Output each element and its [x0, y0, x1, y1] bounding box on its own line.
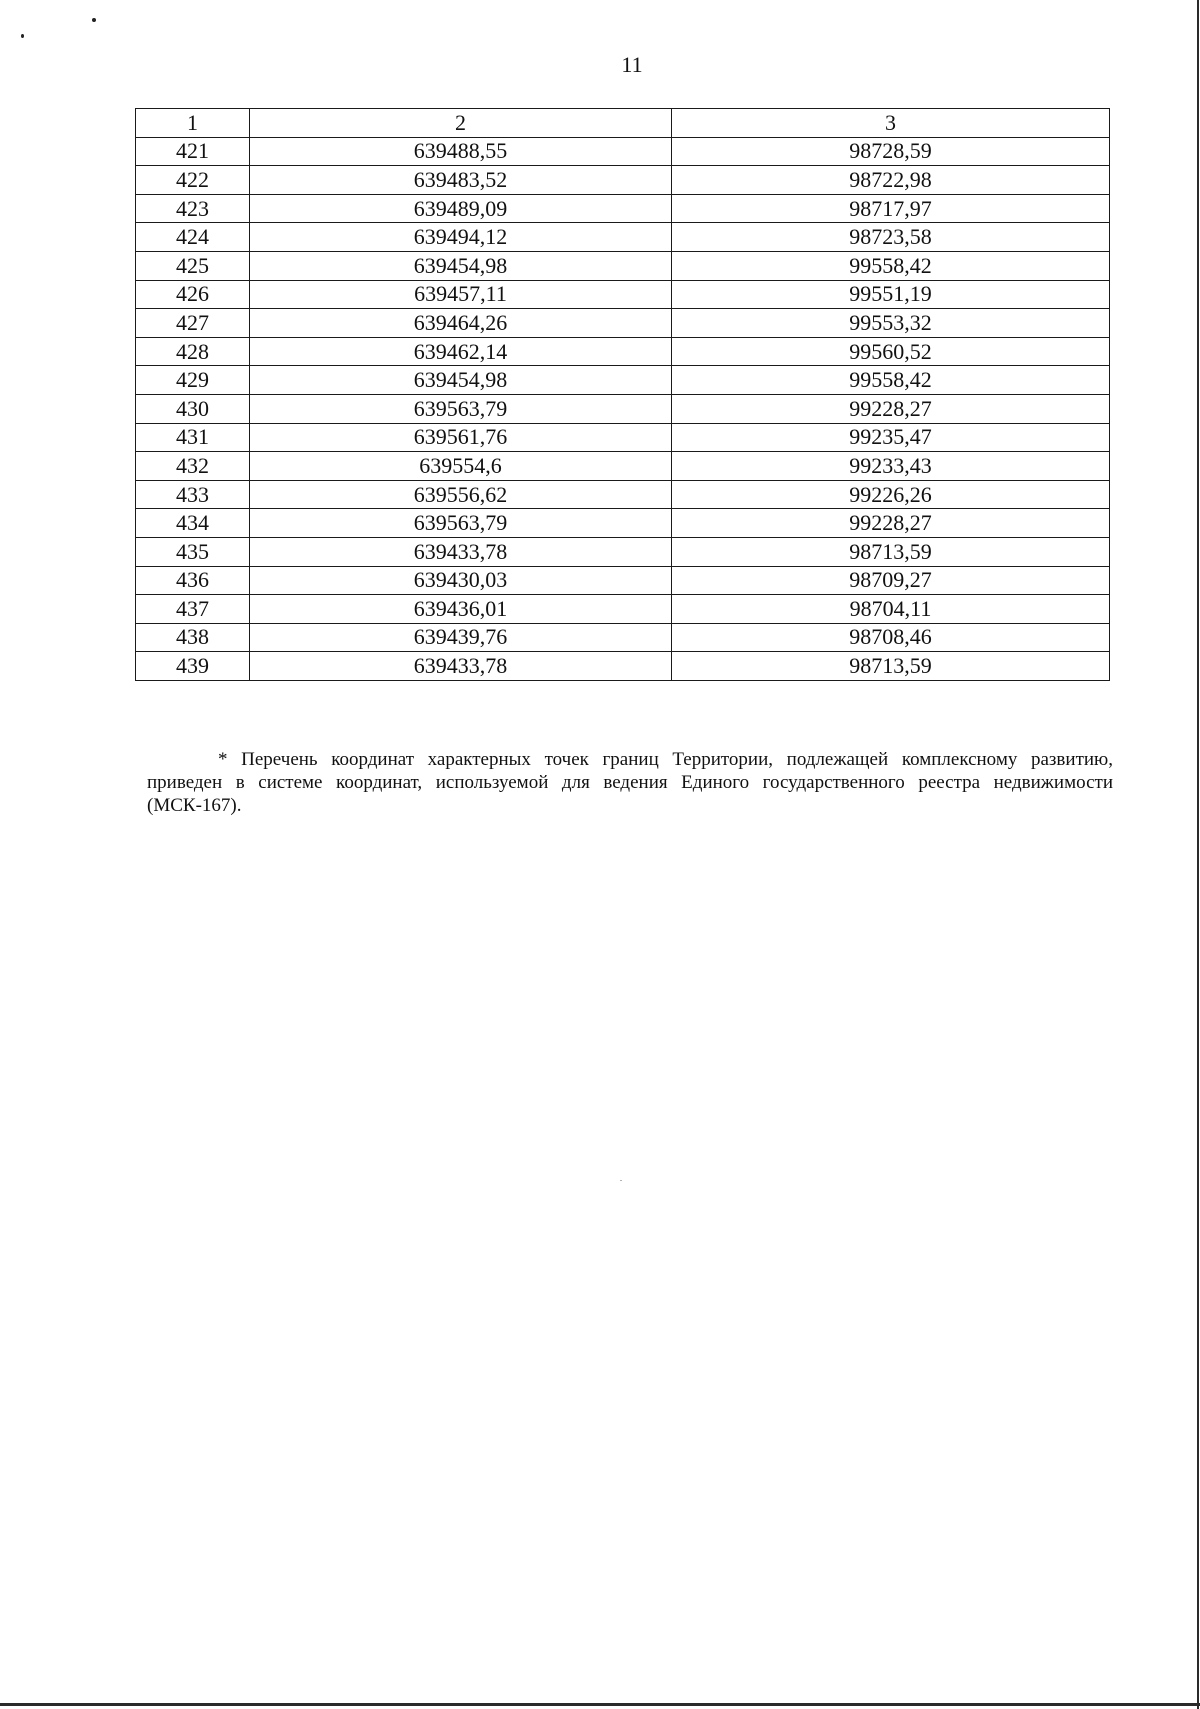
y-coordinate-cell: 99558,42	[672, 366, 1110, 395]
footnote	[147, 748, 1113, 817]
x-coordinate-cell: 639483,52	[250, 166, 672, 195]
point-number-cell: 432	[136, 452, 250, 481]
scan-speck	[620, 1180, 622, 1181]
x-coordinate-cell: 639494,12	[250, 223, 672, 252]
x-coordinate-cell: 639454,98	[250, 366, 672, 395]
x-coordinate-cell: 639436,01	[250, 595, 672, 624]
x-coordinate-cell: 639563,79	[250, 509, 672, 538]
y-coordinate-cell: 99228,27	[672, 394, 1110, 423]
y-coordinate-cell: 99558,42	[672, 251, 1110, 280]
table-row	[136, 623, 1110, 652]
x-coordinate-cell: 639488,55	[250, 137, 672, 166]
table-row	[136, 194, 1110, 223]
point-number-cell: 421	[136, 137, 250, 166]
footnote-line-2: приведен в системе координат, используемой для ведения Единого государственного реестра недвижимости (МСК-167).	[147, 772, 1113, 816]
scan-edge-right	[1197, 0, 1199, 1709]
y-coordinate-cell: 98713,59	[672, 537, 1110, 566]
x-coordinate-cell: 639464,26	[250, 309, 672, 338]
x-coordinate-cell: 639439,76	[250, 623, 672, 652]
scan-speck	[92, 18, 96, 22]
table-row	[136, 452, 1110, 481]
point-number-cell: 437	[136, 595, 250, 624]
y-coordinate-cell: 99235,47	[672, 423, 1110, 452]
point-number-cell: 434	[136, 509, 250, 538]
point-number-cell: 427	[136, 309, 250, 338]
point-number-cell: 429	[136, 366, 250, 395]
table-row	[136, 537, 1110, 566]
point-number-cell: 431	[136, 423, 250, 452]
x-coordinate-cell: 639489,09	[250, 194, 672, 223]
table-row	[136, 337, 1110, 366]
scan-edge-bottom	[0, 1703, 1200, 1706]
table-row	[136, 309, 1110, 338]
point-number-cell: 435	[136, 537, 250, 566]
x-coordinate-cell: 639454,98	[250, 251, 672, 280]
y-coordinate-cell: 98722,98	[672, 166, 1110, 195]
table-row	[136, 394, 1110, 423]
point-number-cell: 425	[136, 251, 250, 280]
column-header: 1	[136, 109, 250, 138]
table-row	[136, 366, 1110, 395]
x-coordinate-cell: 639457,11	[250, 280, 672, 309]
y-coordinate-cell: 98713,59	[672, 652, 1110, 681]
coordinates-table	[135, 108, 1110, 681]
x-coordinate-cell: 639561,76	[250, 423, 672, 452]
point-number-cell: 428	[136, 337, 250, 366]
y-coordinate-cell: 99553,32	[672, 309, 1110, 338]
table-row	[136, 137, 1110, 166]
column-header: 3	[672, 109, 1110, 138]
x-coordinate-cell: 639554,6	[250, 452, 672, 481]
y-coordinate-cell: 98723,58	[672, 223, 1110, 252]
x-coordinate-cell: 639433,78	[250, 537, 672, 566]
point-number-cell: 436	[136, 566, 250, 595]
y-coordinate-cell: 98704,11	[672, 595, 1110, 624]
x-coordinate-cell: 639430,03	[250, 566, 672, 595]
table-row	[136, 166, 1110, 195]
y-coordinate-cell: 98708,46	[672, 623, 1110, 652]
page-number: 11	[621, 52, 643, 77]
y-coordinate-cell: 99226,26	[672, 480, 1110, 509]
scan-speck	[21, 34, 24, 38]
y-coordinate-cell: 99560,52	[672, 337, 1110, 366]
table-row	[136, 223, 1110, 252]
x-coordinate-cell: 639433,78	[250, 652, 672, 681]
point-number-cell: 426	[136, 280, 250, 309]
y-coordinate-cell: 99228,27	[672, 509, 1110, 538]
table-row	[136, 509, 1110, 538]
x-coordinate-cell: 639556,62	[250, 480, 672, 509]
y-coordinate-cell: 98717,97	[672, 194, 1110, 223]
x-coordinate-cell: 639563,79	[250, 394, 672, 423]
table-row	[136, 595, 1110, 624]
table-row	[136, 566, 1110, 595]
point-number-cell: 433	[136, 480, 250, 509]
table-row	[136, 652, 1110, 681]
table-header-row	[136, 109, 1110, 138]
column-header: 2	[250, 109, 672, 138]
point-number-cell: 438	[136, 623, 250, 652]
y-coordinate-cell: 99233,43	[672, 452, 1110, 481]
table-row	[136, 423, 1110, 452]
point-number-cell: 422	[136, 166, 250, 195]
footnote-line-1: * Перечень координат характерных точек границ Территории, подлежащей комплексному развитию,	[218, 749, 1113, 770]
x-coordinate-cell: 639462,14	[250, 337, 672, 366]
table-row	[136, 251, 1110, 280]
y-coordinate-cell: 98709,27	[672, 566, 1110, 595]
point-number-cell: 430	[136, 394, 250, 423]
table-row	[136, 280, 1110, 309]
point-number-cell: 423	[136, 194, 250, 223]
table-row	[136, 480, 1110, 509]
point-number-cell: 424	[136, 223, 250, 252]
y-coordinate-cell: 99551,19	[672, 280, 1110, 309]
point-number-cell: 439	[136, 652, 250, 681]
y-coordinate-cell: 98728,59	[672, 137, 1110, 166]
